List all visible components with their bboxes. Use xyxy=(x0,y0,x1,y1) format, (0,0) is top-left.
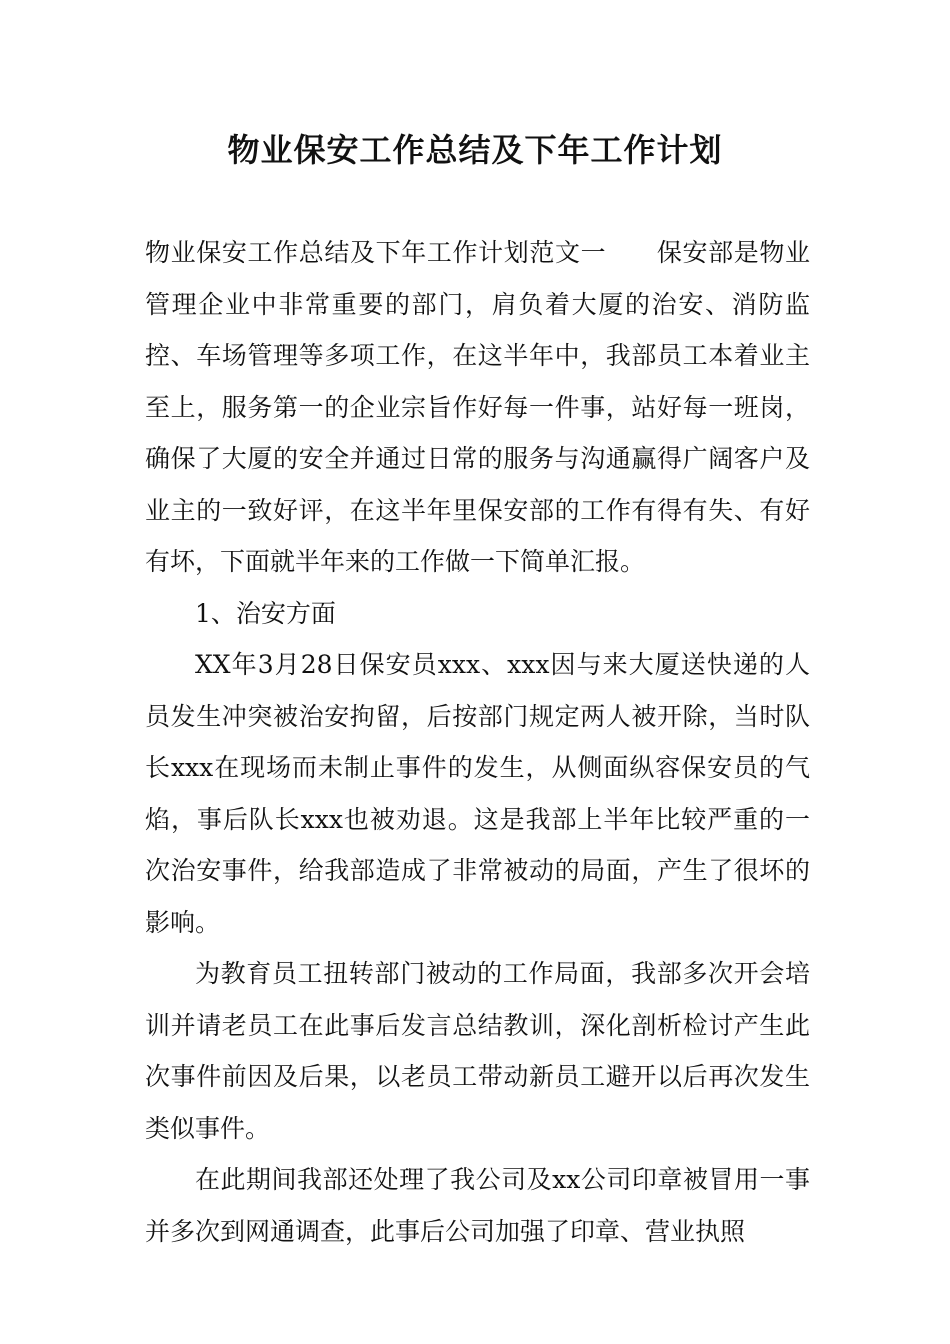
paragraph-text: 保安部是物业管理企业中非常重要的部门，肩负着大厦的治安、消防监控、车场管理等多项工作，在这半年中，我部员工本着业主至上，服务第一的企业宗旨作好每一件事，站好每一班岗，确保了大厦的安全并通过日常的服务与沟通赢得广阔客户及业主的一致好评，在这半年里保安部的工作有得有失、有好有坏，下面就半年来的工作做一下简单汇报。 xyxy=(145,238,810,576)
intro-paragraph xyxy=(145,227,810,588)
intro-heading: 物业保安工作总结及下年工作计划范文一 xyxy=(145,238,607,267)
paragraph: 为教育员工扭转部门被动的工作局面，我部多次开会培训并请老员工在此事后发言总结教训，深化剖析检讨产生此次事件前因及后果，以老员工带动新员工避开以后再次发生类似事件。 xyxy=(145,959,810,1143)
section-heading-public-security: 1、治安方面 xyxy=(195,598,336,628)
document-body xyxy=(145,227,810,1257)
document-title: 物业保安工作总结及下年工作计划 xyxy=(227,131,723,169)
paragraph: XX年3月28日保安员xxx、xxx因与来大厦送快递的人员发生冲突被治安拘留，后按部门规定两人被开除，当时队长xxx在现场而未制止事件的发生，从侧面纵容保安员的气焰，事后队长xxx也被劝退。这是我部上半年比较严重的一次治安事件，给我部造成了非常被动的局面，产生了很坏的影响。 xyxy=(145,650,810,937)
paragraph: 在此期间我部还处理了我公司及xx公司印章被冒用一事并多次到网通调查，此事后公司加强了印章、营业执照 xyxy=(145,1165,810,1246)
